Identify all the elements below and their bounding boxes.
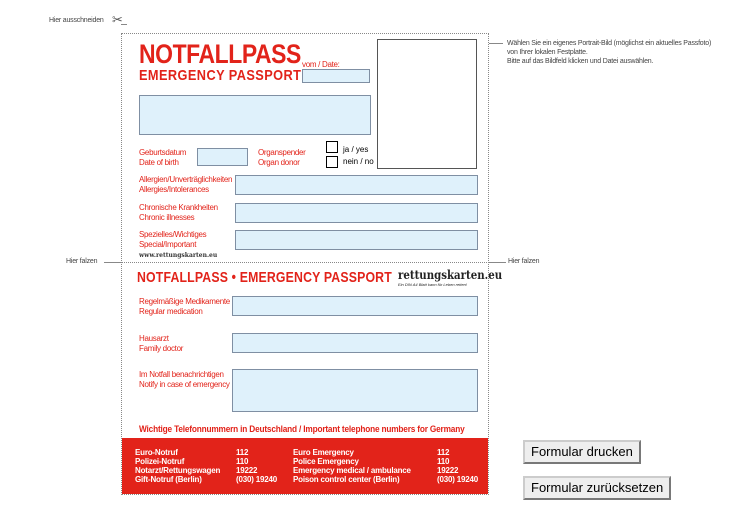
phone-en-num-3: 19222 bbox=[437, 466, 459, 475]
birth-label-en: Date of birth bbox=[139, 158, 179, 167]
fold-line bbox=[121, 262, 489, 263]
date-label: vom / Date: bbox=[302, 60, 340, 69]
doctor-field[interactable] bbox=[232, 333, 478, 353]
photo-field[interactable] bbox=[377, 39, 477, 169]
donor-yes-checkbox[interactable] bbox=[326, 141, 338, 153]
notify-label-de: Im Notfall benachrichtigen bbox=[139, 370, 224, 379]
phone-de-1: Euro-Notruf bbox=[135, 448, 178, 457]
fold-hint-right: Hier falzen bbox=[508, 258, 540, 265]
special-label-en: Special/Important bbox=[139, 240, 197, 249]
donor-label-de: Organspender bbox=[258, 148, 306, 157]
reset-form-button[interactable]: Formular zurücksetzen bbox=[523, 476, 671, 500]
notify-field[interactable] bbox=[232, 369, 478, 412]
medication-field[interactable] bbox=[232, 296, 478, 316]
photo-hint-line1: Wählen Sie ein eigenes Portrait-Bild (möglichst ein aktuelles Passfoto) bbox=[507, 40, 712, 47]
donor-yes-label: ja / yes bbox=[343, 145, 369, 154]
donor-no-label: nein / no bbox=[343, 157, 374, 166]
address-field[interactable] bbox=[139, 95, 371, 135]
allergies-label-de: Allergien/Unverträglichkeiten bbox=[139, 175, 233, 184]
medication-label bbox=[139, 297, 230, 317]
site-small: www.rettungskarten.eu bbox=[139, 252, 218, 259]
phones-title: Wichtige Telefonnummern in Deutschland / Important telephone numbers for Germany bbox=[139, 424, 465, 434]
brand-logo: rettungskarten.eu bbox=[398, 268, 503, 282]
phone-de-num-3: 19222 bbox=[236, 466, 258, 475]
chronic-label bbox=[139, 203, 218, 223]
donor-no-checkbox[interactable] bbox=[326, 156, 338, 168]
phone-en-2: Police Emergency bbox=[293, 457, 359, 466]
phone-de-num-1: 112 bbox=[236, 448, 249, 457]
phone-en-4: Poison control center (Berlin) bbox=[293, 475, 400, 484]
notify-label bbox=[139, 370, 230, 390]
birth-label bbox=[139, 148, 186, 168]
phone-en-num-4: (030) 19240 bbox=[437, 475, 478, 484]
print-form-button[interactable]: Formular drucken bbox=[523, 440, 641, 464]
special-label bbox=[139, 230, 206, 250]
phone-de-num-4: (030) 19240 bbox=[236, 475, 277, 484]
front-subtitle: EMERGENCY PASSPORT bbox=[139, 67, 302, 84]
special-label-de: Spezielles/Wichtiges bbox=[139, 230, 207, 239]
donor-label-en: Organ donor bbox=[258, 158, 300, 167]
phone-en-num-2: 110 bbox=[437, 457, 450, 466]
phone-de-3: Notarzt/Rettungswagen bbox=[135, 466, 221, 475]
phone-en-3: Emergency medical / ambulance bbox=[293, 466, 411, 475]
special-field[interactable] bbox=[235, 230, 478, 250]
fold-line-right-tick bbox=[489, 262, 506, 263]
fold-line-left-tick bbox=[104, 262, 121, 263]
photo-hint-line2: von Ihrer lokalen Festplatte. bbox=[507, 49, 588, 56]
allergies-field[interactable] bbox=[235, 175, 478, 195]
date-field[interactable] bbox=[302, 69, 370, 83]
chronic-label-en: Chronic illnesses bbox=[139, 213, 195, 222]
donor-label bbox=[258, 148, 306, 168]
birth-label-de: Geburtsdatum bbox=[139, 148, 187, 157]
doctor-label-en: Family doctor bbox=[139, 344, 184, 353]
medication-label-de: Regelmäßige Medikamente bbox=[139, 297, 230, 306]
birth-date-field[interactable] bbox=[197, 148, 248, 166]
doctor-label-de: Hausarzt bbox=[139, 334, 169, 343]
scissors-icon: ✂ bbox=[112, 12, 123, 27]
front-title: NOTFALLPASS bbox=[139, 39, 301, 69]
cut-line bbox=[121, 24, 127, 25]
chronic-label-de: Chronische Krankheiten bbox=[139, 203, 218, 212]
back-header: NOTFALLPASS • EMERGENCY PASSPORT bbox=[137, 269, 392, 286]
chronic-field[interactable] bbox=[235, 203, 478, 223]
phone-de-4: Gift-Notruf (Berlin) bbox=[135, 475, 202, 484]
phone-en-1: Euro Emergency bbox=[293, 448, 354, 457]
photo-hint-line3: Bitte auf das Bildfeld klicken und Datei auswählen. bbox=[507, 58, 654, 65]
fold-hint-left: Hier falzen bbox=[66, 258, 98, 265]
phone-de-2: Polizei-Notruf bbox=[135, 457, 185, 466]
doctor-label bbox=[139, 334, 183, 354]
phone-en-num-1: 112 bbox=[437, 448, 450, 457]
allergies-label bbox=[139, 175, 232, 195]
photo-hint bbox=[507, 39, 711, 66]
photo-hint-line bbox=[489, 43, 503, 44]
medication-label-en: Regular medication bbox=[139, 307, 203, 316]
cut-hint: Hier ausschneiden bbox=[49, 17, 104, 24]
phone-de-num-2: 110 bbox=[236, 457, 249, 466]
brand-tagline: Ein DIN A4 Blatt kann für Leben retten! bbox=[398, 282, 468, 287]
notify-label-en: Notify in case of emergency bbox=[139, 380, 230, 389]
allergies-label-en: Allergies/Intolerances bbox=[139, 185, 209, 194]
